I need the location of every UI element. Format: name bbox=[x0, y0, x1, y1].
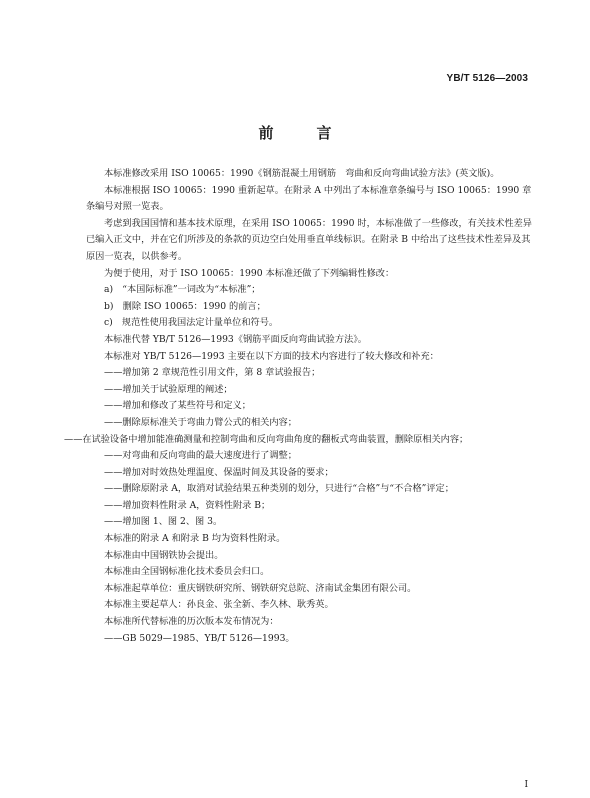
change-item: ——增加关于试验原理的阐述； bbox=[104, 383, 233, 395]
change-item: ——增加图 1、图 2、图 3。 bbox=[104, 516, 223, 528]
list-item-c: c) 规范性使用我国法定计量单位和符号。 bbox=[104, 317, 279, 329]
paragraph-replaces: 本标准代替 YB/T 5126—1993《钢筋平面反向弯曲试验方法》。 bbox=[104, 333, 367, 345]
paragraph-drafters: 本标准主要起草人：孙良金、张全新、李久林、耿秀英。 bbox=[104, 599, 334, 611]
list-item-a: a) “本国际标准”一词改为“本标准”； bbox=[104, 284, 261, 296]
change-item: ——增加对时效热处理温度、保温时间及其设备的要求； bbox=[104, 466, 334, 478]
paragraph-drafting-units: 本标准起草单位：重庆钢铁研究所、钢铁研究总院、济南试金集团有限公司。 bbox=[104, 582, 417, 594]
paragraph-under-jurisdiction: 本标准由全国钢标准化技术委员会归口。 bbox=[104, 566, 270, 578]
change-item: ——增加和修改了某些符号和定义； bbox=[104, 400, 251, 412]
paragraph-editorial-intro: 为便于使用，对于 ISO 10065：1990 本标准还做了下列编辑性修改： bbox=[104, 267, 395, 279]
change-item: ——增加资料性附录 A，资料性附录 B； bbox=[104, 499, 271, 511]
change-item: ——在试验设备中增加能准确测量和控制弯曲和反向弯曲角度的翻板式弯曲装置，删除原相关内容； bbox=[64, 433, 469, 445]
page-number: I bbox=[524, 780, 528, 790]
standard-code: YB/T 5126—2003 bbox=[446, 73, 528, 84]
paragraph-technical-differences: 考虑到我国国情和基本技术原理，在采用 ISO 10065：1990 时，本标准做了一些修改，有关技术性差异已编入正文中，并在它们所涉及的条款的页边空白处用垂直单线标识。在附录 B 中给出了这些技术性差异及其原因一览表，以供参考。 bbox=[86, 217, 532, 262]
paragraph-proposed-by: 本标准由中国钢铁协会提出。 bbox=[104, 549, 224, 561]
history-item: ——GB 5029—1985、YB/T 5126—1993。 bbox=[104, 632, 295, 644]
list-item-b: b) 删除 ISO 10065：1990 的前言； bbox=[104, 300, 266, 312]
paragraph-annexes: 本标准的附录 A 和附录 B 均为资料性附录。 bbox=[104, 533, 286, 545]
foreword-body bbox=[64, 166, 532, 647]
change-item: ——删除原附录 A，取消对试验结果五种类别的划分，只进行“合格”与“不合格”评定； bbox=[104, 483, 454, 495]
paragraph-adoption: 本标准修改采用 ISO 10065：1990《钢筋混凝土用钢筋 弯曲和反向弯曲试验方法》(英文版)。 bbox=[104, 168, 500, 179]
paragraph-changes-intro: 本标准对 YB/T 5126—1993 主要在以下方面的技术内容进行了较大修改和补充： bbox=[104, 350, 439, 362]
paragraph-history-intro: 本标准所代替标准的历次版本发布情况为： bbox=[104, 616, 279, 628]
page-title: 前 言 bbox=[258, 124, 346, 142]
paragraph-redrafting: 本标准根据 ISO 10065：1990 重新起草。在附录 A 中列出了本标准章条编号与 ISO 10065：1990 章条编号对照一览表。 bbox=[86, 184, 532, 213]
change-item: ——对弯曲和反向弯曲的最大速度进行了调整； bbox=[104, 450, 297, 462]
change-item: ——增加第 2 章规范性引用文件，第 8 章试验报告； bbox=[104, 367, 321, 379]
change-item: ——删除原标准关于弯曲力臂公式的相关内容； bbox=[104, 416, 297, 428]
